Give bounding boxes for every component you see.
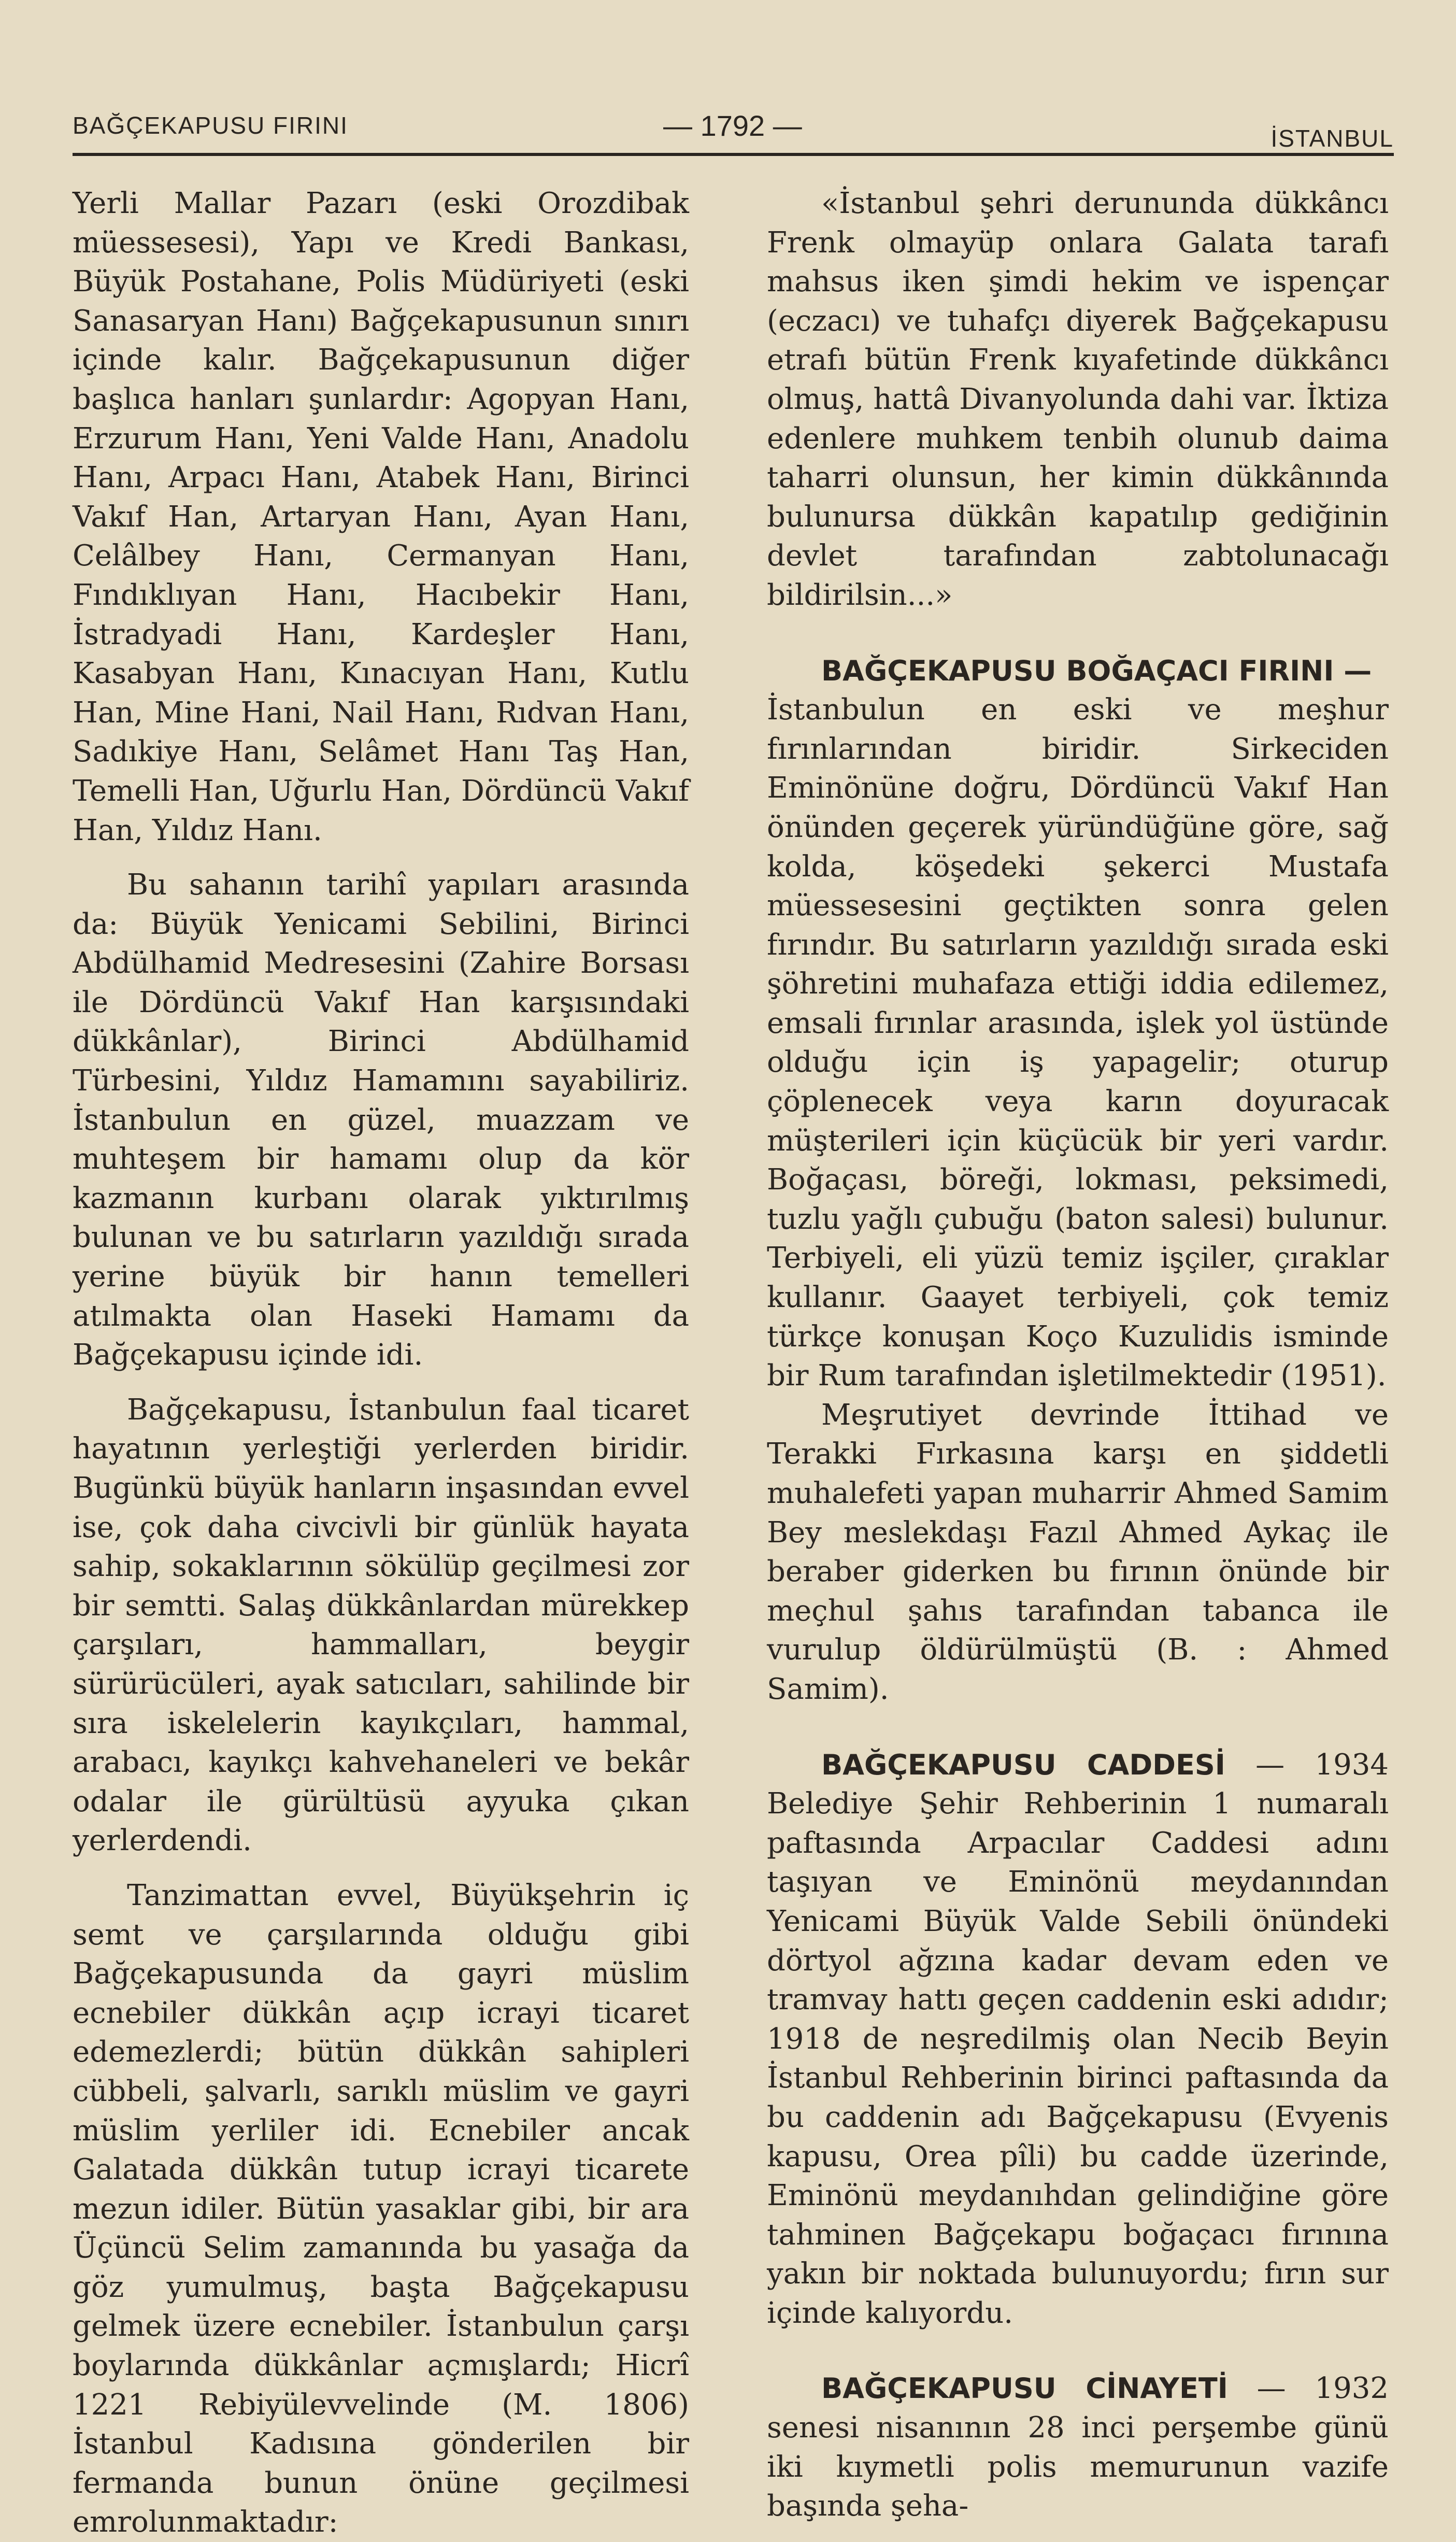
running-head-right: İSTANBUL: [1271, 125, 1394, 152]
paragraph: Bu sahanın tarihî yapıları arasında da: Büyük Yenicami Sebilini, Birinci Abdülhamid Medresesini (Zahire Borsası ile Dördüncü Vakıf Han karşısındaki dükkânlar), Birinci Abdülhamid Türbesini, Yıldız Hamamını sayabiliriz. İstanbulun en güzel, muazzam ve muhteşem bir hamamı olup da kör kazmanın kurbanı olarak yıktırılmış bulunan ve bu satırların yazıldığı sırada yerine büyük bir hanın temelleri atılmakta olan Haseki Hamamı da Bağçekapusu içinde idi.: [73, 868, 689, 1372]
entry-title: BAĞÇEKAPUSU BOĞAÇACI FIRINI —: [821, 654, 1372, 687]
left-column: [73, 184, 689, 2542]
entry-text: — 1934 Belediye Şehir Rehberinin 1 numaralı paftasında Arpacılar Caddesi adını taşıyan ve Eminönü meydanından Yenicami Büyük Valde Sebili önündeki dörtyol ağzına kadar devam eden ve tramvay hattı geçen caddenin eski adıdır; 1918 de neşredilmiş olan Necib Beyin İstanbul Rehberinin birinci paftasında da bu caddenin adı Bağçekapusu (Evyenis kapusu, Orea pîli) bu cadde üzerinde, Eminönü meydanıhdan gelindiğine göre tahminen Bağçekapu boğaçacı fırınına yakın bir noktada bulunuyordu; fırın sur içinde kalıyordu.: [767, 1748, 1389, 2330]
entry-title: BAĞÇEKAPUSU CADDESİ: [821, 1748, 1225, 1781]
entry-text: — 1932 senesi nisanının 28 inci perşembe günü iki kıymetli polis memurunun vazife başında şeha-: [767, 2371, 1389, 2523]
right-column: [767, 184, 1389, 2526]
paragraph: Yerli Mallar Pazarı (eski Orozdibak müessesesi), Yapı ve Kredi Bankası, Büyük Postahane, Polis Müdüriyeti (eski Sanasaryan Hanı) Bağçekapusunun sınırı içinde kalır. Bağçekapusunun diğer başlıca hanları şunlardır: Agopyan Hanı, Erzurum Hanı, Yeni Valde Hanı, Anadolu Hanı, Arpacı Hanı, Atabek Hanı, Birinci Vakıf Han, Artaryan Hanı, Ayan Hanı, Celâlbey Hanı, Cermanyan Hanı, Fındıklıyan Hanı, Hacıbekir Hanı, İstradyadi Hanı, Kardeşler Hanı, Kasabyan Hanı, Kınacıyan Hanı, Kutlu Han, Mine Hani, Nail Hanı, Rıdvan Hanı, Sadıkiye Hanı, Selâmet Hanı Taş Han, Temelli Han, Uğurlu Han, Dördüncü Vakıf Han, Yıldız Hanı.: [73, 187, 689, 847]
header-rule: [73, 153, 1394, 156]
running-head-left: BAĞÇEKAPUSU FIRINI: [73, 112, 348, 139]
paragraph: İstanbulun en eski ve meşhur fırınlarından biridir. Sirkeciden Eminönüne doğru, Dördüncü Vakıf Han önünden geçerek yüründüğüne göre, sağ kolda, köşedeki şekerci Mustafa müessesesini geçtikten sonra gelen fırındır. Bu satırların yazıldığı sırada eski şöhretini muhafaza ettiği iddia edilemez, emsali fırınlar arasında, işlek yol üstünde olduğu için iş yapagelir; oturup çöplenecek veya karın doyuracak müşterileri için küçücük bir yeri vardır. Boğaçası, böreği, lokması, peksimedi, tuzlu yağlı çubuğu (baton salesi) bulunur. Terbiyeli, eli yüzü temiz işçiler, çıraklar kullanır. Gaayet terbiyeli, çok temiz türkçe konuşan Koço Kuzulidis isminde bir Rum tarafından işletilmektedir (1951).: [767, 693, 1389, 1393]
paragraph: Tanzimattan evvel, Büyükşehrin iç semt ve çarşılarında olduğu gibi Bağçekapusunda da gayri müslim ecnebiler dükkân açıp icrayi ticaret edemezlerdi; bütün dükkân sahipleri cübbeli, şalvarlı, sarıklı müslim ve gayri müslim yerliler idi. Ecnebiler ancak Galatada dükkân tutup icrayi ticarete mezun idiler. Bütün yasaklar gibi, bir ara Üçüncü Selim zamanında bu yasağa da göz yumulmuş, başta Bağçekapusu gelmek üzere ecnebiler. İstanbulun çarşı boylarında dükkânlar açmışlardı; Hicrî 1221 Rebiyülevvelinde (M. 1806) İstanbul Kadısına gönderilen bir fermanda bunun önüne geçilmesi emrolunmaktadır:: [73, 1878, 689, 2539]
paragraph: Meşrutiyet devrinde İttihad ve Terakki Fırkasına karşı en şiddetli muhalefeti yapan muharrir Ahmed Samim Bey meslekdaşı Fazıl Ahmed Aykaç ile beraber giderken bu fırının önünde bir meçhul şahıs tarafından tabanca ile vurulup öldürülmüştü (B. : Ahmed Samim).: [767, 1398, 1389, 1706]
entry-paragraph: [767, 2369, 1389, 2525]
paragraph: Bağçekapusu, İstanbulun faal ticaret hayatının yerleştiği yerlerden biridir. Bugünkü büyük hanların inşasından evvel ise, çok daha civcivli bir günlük hayata sahip, sokaklarının sökülüp geçilmesi zor bir semtti. Salaş dükkânlardan mürekkep çarşıları, hammalları, beygir sürürücüleri, ayak satıcıları, sahilinde bir sıra iskelelerin kayıkçıları, hammal, arabacı, kayıkçı kahvehaneleri ve bekâr odalar ile gürültüsü ayyuka çıkan yerlerdendi.: [73, 1393, 689, 1858]
entry-heading: [767, 651, 1389, 691]
page-header: [73, 106, 1394, 152]
page-number: — 1792 —: [663, 109, 802, 142]
quotation: «İstanbul şehri derununda dükkâncı Frenk olmayüp onlara Galata tarafı mahsus iken şimdi hekim ve ispençar (eczacı) ve tuhafçı diyerek Bağçekapusu etrafı bütün Frenk kıyafetinde dükkâncı olmuş, hattâ Divanyolunda dahi var. İktiza edenlere muhkem tenbih olunub daima taharri olunsun, her kimin dükkânında bulunursa dükkân kapatılıp gediğinin devlet tarafından zabtolunacağı bildirilsin...»: [767, 187, 1389, 612]
entry-title: BAĞÇEKAPUSU CİNAYETİ: [821, 2372, 1228, 2405]
entry-paragraph: [767, 1745, 1389, 2333]
